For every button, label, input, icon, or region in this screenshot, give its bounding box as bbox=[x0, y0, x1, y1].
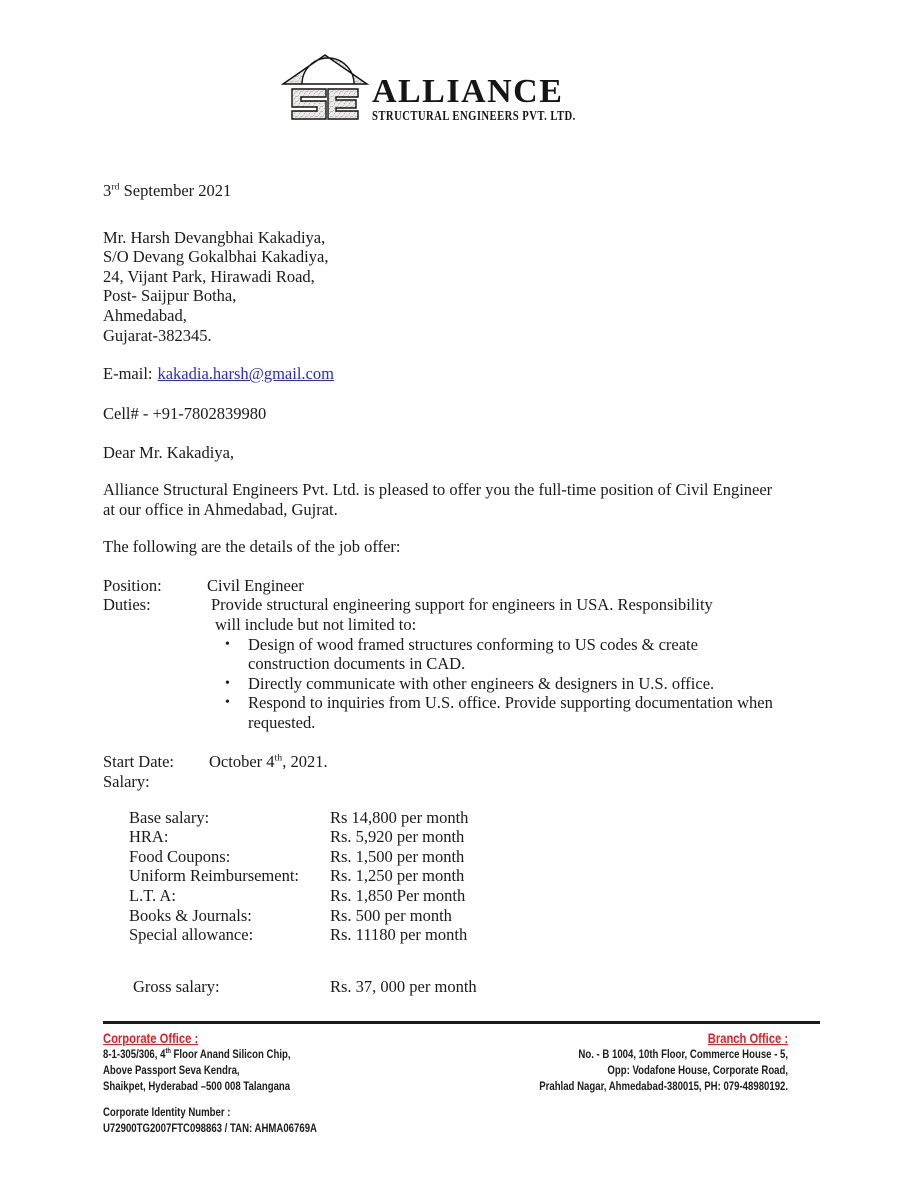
start-date-label: Start Date: bbox=[103, 752, 175, 772]
duties-line: Provide structural engineering support for engineers in USA. Responsibility bbox=[211, 595, 713, 615]
corporate-office-block bbox=[103, 1030, 337, 1094]
branch-office-line: Opp: Vodafone House, Corporate Road, bbox=[607, 1063, 788, 1078]
start-date-ordinal: th bbox=[274, 752, 283, 764]
brand-name: ALLIANCE bbox=[371, 73, 564, 111]
bullet-line: Design of wood framed structures conforming to US codes & create bbox=[248, 634, 698, 654]
start-date-value bbox=[207, 752, 918, 772]
corp-line1-ordinal: th bbox=[165, 1046, 171, 1056]
branch-office-title: Branch Office : bbox=[707, 1030, 788, 1047]
salary-row bbox=[129, 925, 918, 945]
bullet-item bbox=[222, 693, 918, 732]
duties-label: Duties: bbox=[103, 595, 151, 615]
bullet-line: Respond to inquiries from U.S. office. Provide supporting documentation when bbox=[248, 693, 773, 713]
recipient-line: S/O Devang Gokalbhai Kakadiya, bbox=[103, 247, 329, 267]
salary-row bbox=[129, 808, 918, 828]
recipient-line: Mr. Harsh Devangbhai Kakadiya, bbox=[103, 227, 326, 247]
salary-row bbox=[129, 866, 918, 886]
intro-line: Alliance Structural Engineers Pvt. Ltd. is pleased to offer you the full-time position of Civil Engineer bbox=[103, 479, 773, 499]
email-link[interactable]: kakadia.harsh@gmail.com bbox=[157, 364, 334, 384]
bullet-text bbox=[248, 674, 918, 694]
salary-value: Rs. 11180 per month bbox=[330, 925, 468, 945]
recipient-line: Post- Saijpur Botha, bbox=[103, 286, 237, 306]
recipient-line: Ahmedabad, bbox=[103, 305, 187, 325]
branch-office-line: Prahlad Nagar, Ahmedabad-380015, PH: 079-48980192. bbox=[539, 1079, 788, 1094]
position-value: Civil Engineer bbox=[207, 575, 304, 595]
bullet-line: requested. bbox=[248, 712, 316, 732]
salary-label: Special allowance: bbox=[129, 925, 254, 945]
gross-salary-value: Rs. 37, 000 per month bbox=[330, 976, 477, 996]
salary-row bbox=[129, 886, 918, 906]
details-heading: The following are the details of the job offer: bbox=[103, 537, 401, 557]
corporate-identity-block bbox=[103, 1104, 918, 1136]
bullet-line: construction documents in CAD. bbox=[248, 654, 466, 674]
bullet-item bbox=[222, 674, 918, 694]
office-addresses bbox=[103, 1030, 820, 1094]
salutation: Dear Mr. Kakadiya, bbox=[103, 443, 235, 463]
gross-salary-label: Gross salary: bbox=[133, 976, 220, 996]
bullet-icon: • bbox=[225, 675, 230, 691]
cin-value: U72900TG2007FTC098863 / TAN: AHMA06769A bbox=[103, 1121, 317, 1136]
salary-row bbox=[129, 906, 918, 926]
salary-label: Books & Journals: bbox=[129, 905, 252, 925]
intro-paragraph bbox=[103, 480, 918, 519]
branch-office-block bbox=[477, 1030, 820, 1094]
corporate-office-line bbox=[103, 1046, 291, 1062]
salary-row bbox=[129, 847, 918, 867]
bullet-item bbox=[222, 635, 918, 674]
bullet-icon: • bbox=[225, 636, 230, 652]
corporate-office-line: Above Passport Seva Kendra, bbox=[103, 1063, 240, 1078]
position-row bbox=[103, 576, 918, 596]
salary-label: L.T. A: bbox=[129, 886, 176, 906]
corporate-office-line: Shaikpet, Hyderabad –500 008 Talangana bbox=[103, 1079, 291, 1094]
brand-text bbox=[371, 73, 640, 125]
recipient-line: 24, Vijant Park, Hirawadi Road, bbox=[103, 266, 315, 286]
salary-label: Base salary: bbox=[129, 807, 210, 827]
salary-row bbox=[129, 827, 918, 847]
date-rest: September 2021 bbox=[119, 181, 232, 200]
brand-subtitle: STRUCTURAL ENGINEERS PVT. LTD. bbox=[371, 109, 576, 124]
recipient-line: Gujarat-382345. bbox=[103, 325, 212, 345]
salary-label: HRA: bbox=[129, 827, 169, 847]
email-label: E-mail: bbox=[103, 364, 153, 384]
corp-line1-pre: 8-1-305/306, 4 bbox=[103, 1047, 166, 1062]
duties-text bbox=[207, 595, 918, 634]
corp-line1-post: Floor Anand Silicon Chip, bbox=[170, 1047, 291, 1062]
corporate-office-title: Corporate Office : bbox=[103, 1030, 199, 1047]
salary-value: Rs. 1,500 per month bbox=[330, 846, 465, 866]
duties-bullet-list bbox=[222, 635, 918, 733]
email-row bbox=[103, 364, 918, 384]
position-label: Position: bbox=[103, 575, 162, 595]
salary-value: Rs. 5,920 per month bbox=[330, 827, 465, 847]
bullet-text bbox=[248, 635, 918, 674]
bullet-text bbox=[248, 693, 918, 732]
salary-table bbox=[129, 808, 918, 945]
intro-line: at our office in Ahmedabad, Gujrat. bbox=[103, 499, 338, 519]
start-date-pre: October 4 bbox=[209, 752, 275, 772]
company-logo bbox=[281, 50, 640, 126]
salary-value: Rs. 500 per month bbox=[330, 905, 452, 925]
cell-number: Cell# - +91-7802839980 bbox=[103, 403, 267, 423]
salary-value: Rs. 1,250 per month bbox=[330, 866, 465, 886]
se-monogram-icon bbox=[281, 50, 369, 126]
salary-heading: Salary: bbox=[103, 772, 150, 792]
recipient-address bbox=[103, 228, 918, 346]
start-date-row bbox=[103, 752, 918, 772]
start-date-post: , 2021. bbox=[282, 752, 328, 772]
date-day: 3 bbox=[103, 181, 112, 200]
bullet-line: Directly communicate with other engineers & designers in U.S. office. bbox=[248, 673, 715, 693]
footer-divider bbox=[103, 1021, 820, 1024]
cin-title: Corporate Identity Number : bbox=[103, 1105, 231, 1120]
branch-office-line: No. - B 1004, 10th Floor, Commerce House - 5, bbox=[578, 1047, 788, 1062]
salary-label: Uniform Reimbursement: bbox=[129, 866, 300, 886]
date-ordinal: rd bbox=[111, 181, 120, 193]
letter-date bbox=[103, 181, 918, 201]
bullet-icon: • bbox=[225, 695, 230, 711]
letterhead bbox=[103, 50, 818, 126]
gross-salary-row bbox=[133, 977, 918, 997]
salary-label: Food Coupons: bbox=[129, 846, 231, 866]
salary-value: Rs 14,800 per month bbox=[330, 807, 469, 827]
duties-line: will include but not limited to: bbox=[215, 614, 417, 634]
salary-value: Rs. 1,850 Per month bbox=[330, 886, 466, 906]
duties-row bbox=[103, 595, 918, 634]
